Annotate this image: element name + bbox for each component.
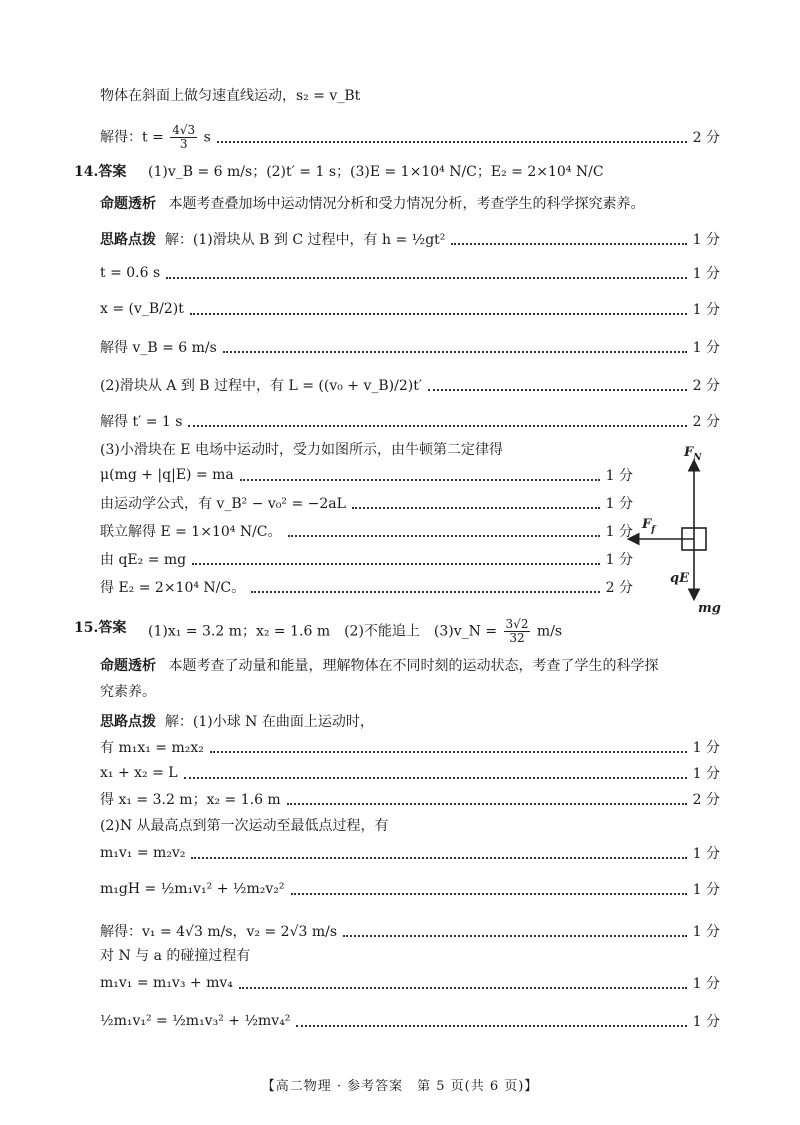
text-line: 物体在斜面上做匀速直线运动，s₂ = v_Bt xyxy=(100,88,361,104)
score-row: t = 0.6 s 1 分 xyxy=(100,265,720,282)
answer-label: 答案 xyxy=(98,164,127,180)
score-row: 解得：t = $\frac{4√3}{3}$ s 2 分 xyxy=(100,122,720,151)
score: 2 分 xyxy=(692,130,720,146)
score: 2 分 xyxy=(605,580,633,596)
analysis-label: 命题透析 xyxy=(100,196,156,212)
text-line: (2)N 从最高点到第一次运动至最低点过程，有 xyxy=(100,818,389,834)
score-row: 由运动学公式，有 v_B² − v₀² = −2aL 1 分 xyxy=(100,492,633,514)
score: 1 分 xyxy=(692,1014,720,1030)
dot-leader xyxy=(296,1025,686,1027)
score-row: μ(mg + |q|E) = ma 1 分 xyxy=(100,467,633,484)
score: 1 分 xyxy=(605,552,633,568)
score-row: 得 E₂ = 2×10⁴ N/C。 2 分 xyxy=(100,576,633,598)
score: 1 分 xyxy=(692,340,720,356)
dot-leader xyxy=(287,803,687,805)
dot-leader xyxy=(190,313,687,315)
dot-leader xyxy=(210,751,687,753)
analysis-line: 命题透析 本题考查叠加场中运动情况分析和受力情况分析，考查学生的科学探究素养。 xyxy=(100,196,645,212)
analysis-line: 命题透析 本题考查了动量和能量，理解物体在不同时刻的运动状态，考查了学生的科学探 xyxy=(100,658,659,674)
dot-leader xyxy=(288,535,600,537)
dot-leader xyxy=(192,563,600,565)
dot-leader xyxy=(184,777,687,779)
score-row: 解得 v_B = 6 m/s 1 分 xyxy=(100,336,720,358)
dot-leader xyxy=(428,389,687,391)
score-row: x = (v_B/2)t 1 分 xyxy=(100,301,720,318)
score-row: x₁ + x₂ = L 1 分 xyxy=(100,765,720,782)
score-row: (2)滑块从 A 到 B 过程中，有 L = ((v₀ + v_B)/2)t′ 2 分 xyxy=(100,374,720,396)
score: 1 分 xyxy=(692,976,720,992)
question-number: 15.答案 xyxy=(74,620,127,636)
dot-leader xyxy=(451,243,686,245)
score: 1 分 xyxy=(692,924,720,940)
dot-leader xyxy=(188,425,686,427)
dot-leader xyxy=(223,351,687,353)
page-footer: 【高二物理 · 参考答案 第 5 页(共 6 页)】 xyxy=(261,1079,539,1094)
score: 2 分 xyxy=(692,792,720,808)
score: 1 分 xyxy=(605,524,633,540)
fraction: $\frac{4√3}{3}$ xyxy=(172,122,196,151)
mg-label: mg xyxy=(698,601,721,616)
dot-leader xyxy=(239,987,687,989)
dot-leader xyxy=(217,141,687,143)
text-line: 究素养。 xyxy=(100,684,156,700)
dot-leader xyxy=(240,479,600,481)
score-row: 思路点拨 解：(1)滑块从 B 到 C 过程中，有 h = ½gt² 1 分 xyxy=(100,228,720,250)
score: 1 分 xyxy=(692,766,720,782)
qe-label: qE xyxy=(670,571,689,586)
score-row: 解得：v₁ = 4√3 m/s，v₂ = 2√3 m/s 1 分 xyxy=(100,920,720,942)
score: 1 分 xyxy=(605,496,633,512)
score-row: m₁v₁ = m₂v₂ 1 分 xyxy=(100,845,720,862)
answer-text: (1)v_B = 6 m/s；(2)t′ = 1 s；(3)E = 1×10⁴ N/C；E₂ = 2×10⁴ N/C xyxy=(148,164,604,180)
solve-label: 思路点拨 xyxy=(100,232,156,248)
score: 1 分 xyxy=(692,232,720,248)
ff-label: $F_f$ xyxy=(642,517,656,535)
score: 1 分 xyxy=(692,740,720,756)
dot-leader xyxy=(166,277,686,279)
dot-leader xyxy=(251,591,600,593)
score-row: 由 qE₂ = mg 1 分 xyxy=(100,548,633,570)
score: 2 分 xyxy=(692,414,720,430)
score-row: 解得 t′ = 1 s 2 分 xyxy=(100,410,720,432)
fn-label: $F_N$ xyxy=(684,445,702,463)
text-line: (3)小滑块在 E 电场中运动时，受力如图所示，由牛顿第二定律得 xyxy=(100,442,503,458)
score: 1 分 xyxy=(692,266,720,282)
score-row: ½m₁v₁² = ½m₁v₃² + ½mv₄² 1 分 xyxy=(100,1013,720,1030)
score: 2 分 xyxy=(692,378,720,394)
dot-leader xyxy=(291,893,687,895)
score: 1 分 xyxy=(692,882,720,898)
score-row: 有 m₁x₁ = m₂x₂ 1 分 xyxy=(100,736,720,758)
force-diagram xyxy=(620,440,770,620)
fraction: $\frac{3√2}{32}$ xyxy=(505,617,529,645)
score: 1 分 xyxy=(692,846,720,862)
text-line: 思路点拨 解：(1)小球 N 在曲面上运动时， xyxy=(100,714,374,730)
solve-label: 思路点拨 xyxy=(100,714,156,730)
answer-text: (1)x₁ = 3.2 m；x₂ = 1.6 m (2)不能追上 (3)v_N = $\frac{3√2}{32}$ m/s xyxy=(148,617,563,645)
answer-label: 答案 xyxy=(98,620,127,636)
score: 1 分 xyxy=(605,468,633,484)
score-row: m₁v₁ = m₁v₃ + mv₄ 1 分 xyxy=(100,975,720,992)
question-number: 14.答案 xyxy=(74,164,127,180)
score-row: m₁gH = ½m₁v₁² + ½m₂v₂² 1 分 xyxy=(100,881,720,898)
score: 1 分 xyxy=(692,302,720,318)
dot-leader xyxy=(191,857,686,859)
score-row: 联立解得 E = 1×10⁴ N/C。 1 分 xyxy=(100,520,633,542)
text-line: 对 N 与 a 的碰撞过程有 xyxy=(100,948,251,964)
score-row: 得 x₁ = 3.2 m；x₂ = 1.6 m 2 分 xyxy=(100,788,720,810)
dot-leader xyxy=(343,935,687,937)
analysis-label: 命题透析 xyxy=(100,658,156,674)
dot-leader xyxy=(352,507,600,509)
text-line: 解得：t = xyxy=(100,129,164,145)
